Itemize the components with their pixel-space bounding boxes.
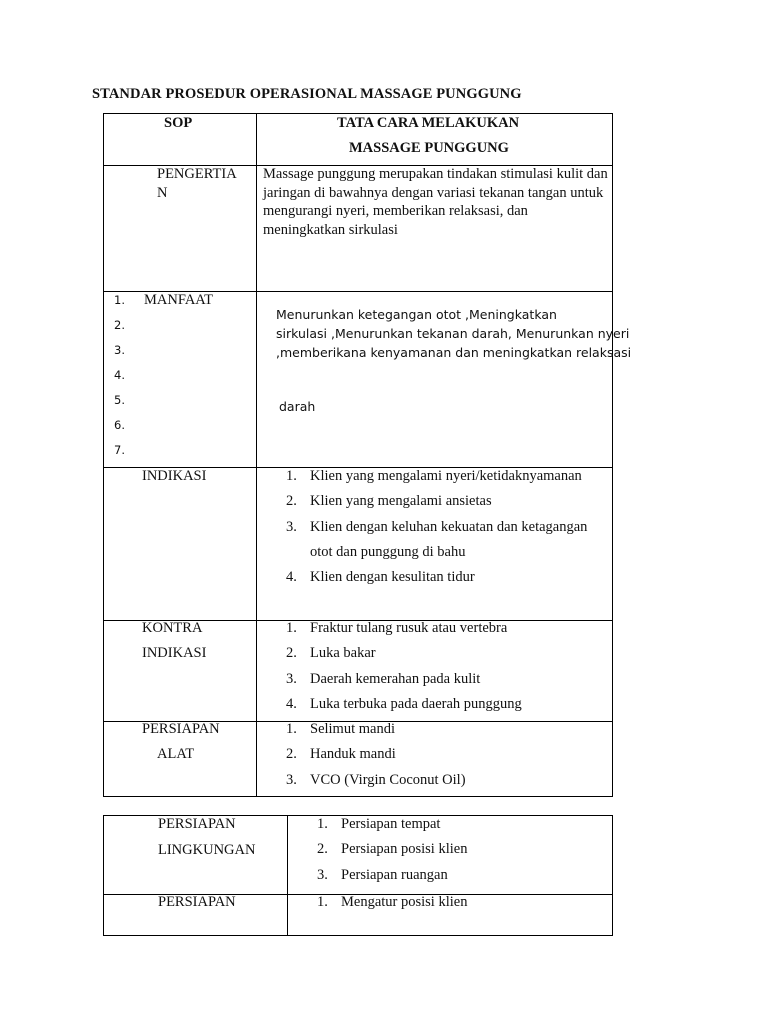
manfaat-text-line4: darah — [279, 399, 316, 414]
manfaat-text-line2: sirkulasi ,Menurunkan tekanan darah, Menurunkan nyeri — [276, 326, 630, 341]
persiapan-alat-label-line1: PERSIAPAN — [142, 721, 220, 737]
list-item: 4. Klien dengan kesulitan tidur — [286, 569, 475, 586]
manfaat-number: 3. — [114, 343, 125, 357]
page-title: STANDAR PROSEDUR OPERASIONAL MASSAGE PUNGGUNG — [92, 86, 522, 102]
persiapan-lingkungan-list — [317, 812, 467, 888]
header-tata-cara-line1: TATA CARA MELAKUKAN — [337, 115, 520, 131]
list-item: 2. Klien yang mengalami ansietas — [286, 493, 492, 510]
persiapan-alat-list — [286, 717, 466, 793]
header-tata-cara-line2: MASSAGE PUNGGUNG — [349, 140, 509, 156]
list-item: 2. Persiapan posisi klien — [317, 841, 468, 858]
manfaat-number: 5. — [114, 393, 125, 407]
list-item: 1. Klien yang mengalami nyeri/ketidaknyamanan — [286, 468, 582, 484]
persiapan-label: PERSIAPAN — [158, 894, 236, 910]
list-item: 1. Fraktur tulang rusuk atau vertebra — [286, 620, 508, 636]
list-item: 1. Selimut mandi — [286, 721, 395, 737]
column-divider — [256, 114, 257, 796]
pengertian-text: Massage punggung merupakan tindakan stimulasi kulit dan jaringan di bawahnya dengan variasi tekanan tangan untuk mengurangi nyeri, memberikan relaksasi, dan meningkatkan sirkulasi — [263, 166, 608, 238]
manfaat-label: MANFAAT — [144, 292, 214, 308]
persiapan-lingkungan-label-line2: LINGKUNGAN — [158, 842, 256, 858]
kontra-indikasi-label-line2: INDIKASI — [142, 645, 207, 661]
manfaat-number: 2. — [114, 318, 125, 332]
kontra-indikasi-list — [286, 616, 522, 717]
list-item: 2. Handuk mandi — [286, 746, 396, 763]
header-sop: SOP — [164, 115, 193, 131]
list-item: 2. Luka bakar — [286, 645, 376, 662]
list-item: 3. Persiapan ruangan — [317, 866, 448, 883]
list-item: 4. Luka terbuka pada daerah punggung — [286, 695, 522, 712]
manfaat-text-line3: ,memberikana kenyamanan dan meningkatkan relaksasi — [276, 345, 632, 360]
manfaat-number: 4. — [114, 368, 125, 382]
sop-table — [103, 113, 632, 797]
pengertian-label-line1: PENGERTIA — [157, 166, 237, 182]
persiapan-list — [317, 890, 467, 915]
manfaat-number: 7. — [114, 443, 125, 457]
manfaat-number: 6. — [114, 418, 125, 432]
indikasi-label: INDIKASI — [142, 468, 207, 484]
list-item: 3. Daerah kemerahan pada kulit — [286, 670, 481, 687]
manfaat-text-line1: Menurunkan ketegangan otot ,Meningkatkan — [276, 307, 557, 322]
list-item: 1. Persiapan tempat — [317, 816, 441, 832]
persiapan-lingkungan-label-line1: PERSIAPAN — [158, 816, 236, 832]
persiapan-alat-label-line2: ALAT — [157, 746, 195, 762]
indikasi-list — [286, 464, 587, 590]
list-item: otot dan punggung di bahu — [310, 543, 466, 560]
manfaat-numbers — [114, 288, 125, 463]
kontra-indikasi-label-line1: KONTRA — [142, 620, 203, 636]
column-divider — [287, 816, 288, 935]
list-item: 3. Klien dengan keluhan kekuatan dan ketagangan — [286, 518, 588, 535]
list-item: 1. Mengatur posisi klien — [317, 894, 468, 910]
list-item: 3. VCO (Virgin Coconut Oil) — [286, 771, 466, 788]
pengertian-label-line2: N — [157, 185, 168, 201]
persiapan-table — [103, 815, 613, 936]
manfaat-number: 1. — [114, 293, 125, 307]
